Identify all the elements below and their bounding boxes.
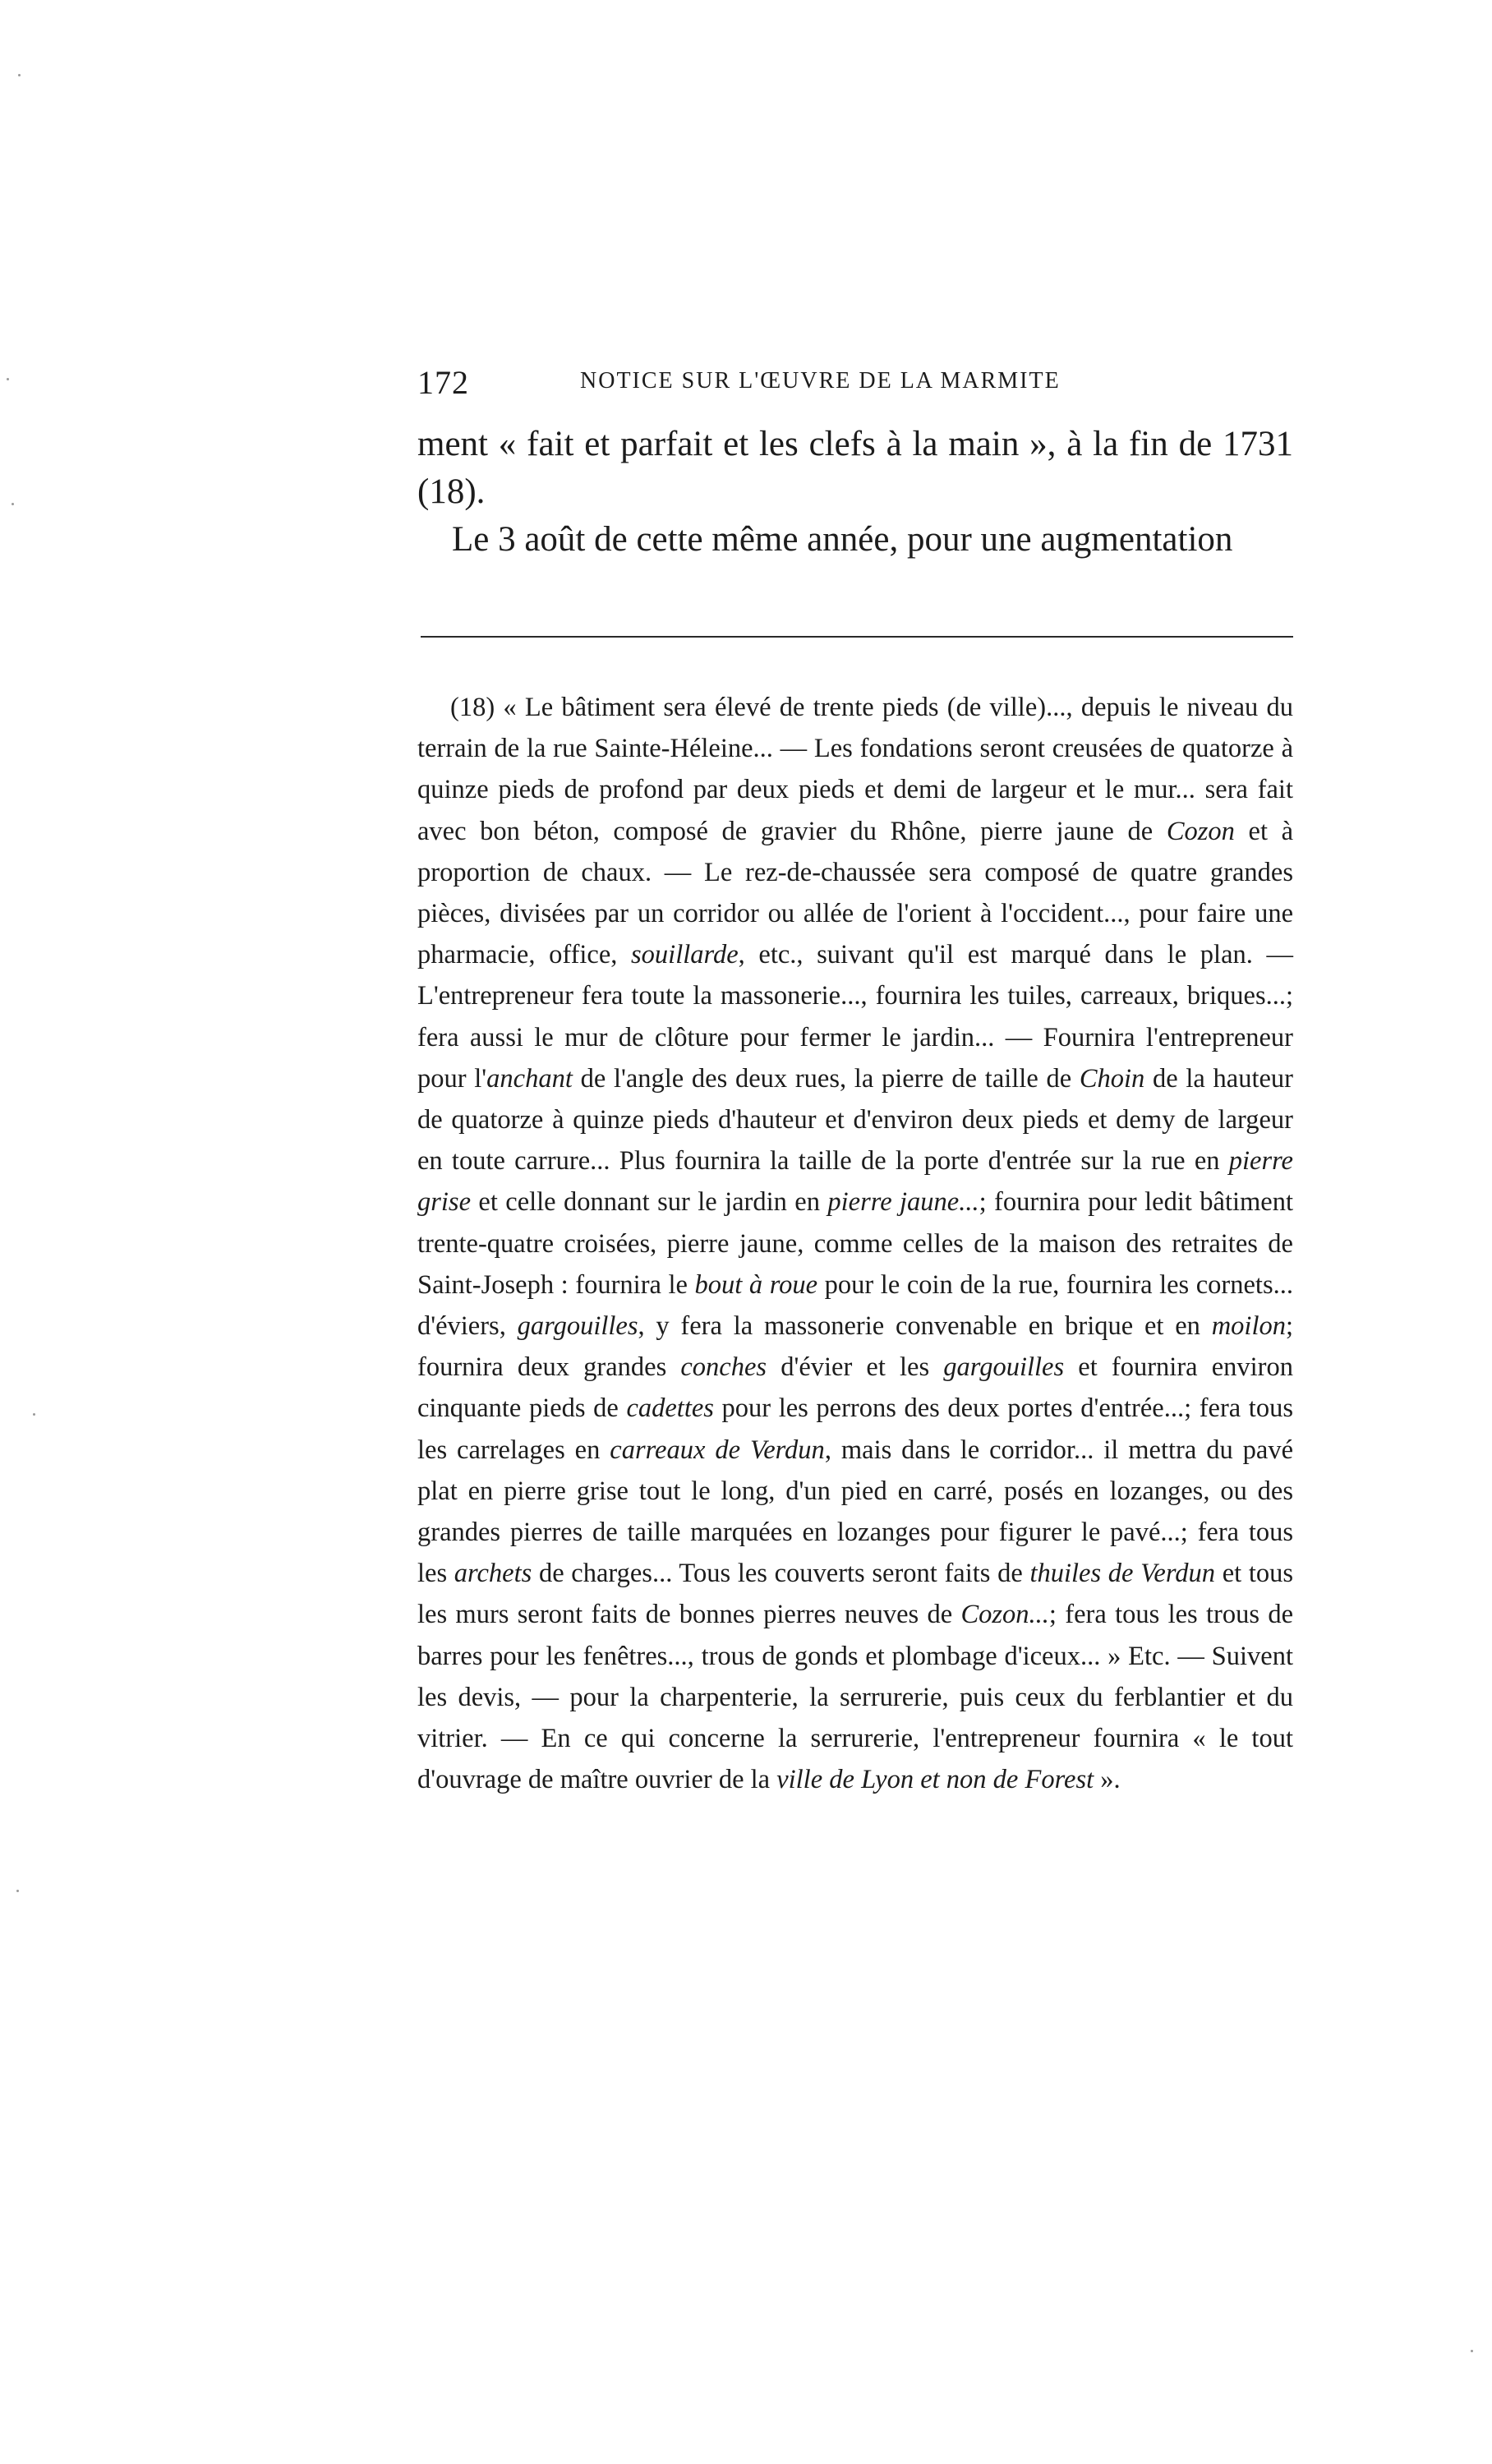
footnote-text: de l'angle des deux rues, la pierre de taille de bbox=[572, 1063, 1080, 1094]
footnote-text: et celle donnant sur le jardin en bbox=[471, 1187, 828, 1218]
footnote-18 bbox=[417, 687, 1293, 1800]
footnote-italic: cadettes bbox=[626, 1393, 714, 1424]
footnote-separator bbox=[421, 636, 1293, 638]
footnote-italic: Cozon bbox=[1166, 816, 1235, 846]
footnote-text: pour les perrons des deux portes d'entrée...; fera tous les carrelages en bbox=[417, 1393, 1293, 1465]
page-number: 172 bbox=[417, 364, 469, 401]
footnote-text: et à proportion de chaux. — Le rez-de-chaussée sera composé de quatre grandes pièces, divisées par un corridor ou allée de l'orient à l'occident..., pour faire une pharmacie, office, bbox=[417, 816, 1293, 970]
footnote-text: et fournira environ cinquante pieds de bbox=[417, 1352, 1293, 1424]
paper-speck bbox=[1471, 2350, 1473, 2352]
paper-speck bbox=[12, 503, 14, 505]
footnote-text: , etc., suivant qu'il est marqué dans le plan. — L'entrepreneur fera toute la massonerie..., fournira les tuiles, carreaux, briques...; fera aussi le mur de clôture pour fermer le jardin... — Fournira l'entrepreneur pour l' bbox=[417, 940, 1293, 1094]
footnote-text: , y fera la massonerie convenable en brique et en bbox=[638, 1311, 1212, 1342]
paper-speck bbox=[16, 1890, 19, 1892]
footnote-text: et tous les murs seront faits de bonnes pierres neuves de bbox=[417, 1559, 1293, 1630]
footnote-italic: carreaux de Verdun bbox=[610, 1435, 825, 1465]
footnote-text: (18) « Le bâtiment sera élevé de trente pieds (de ville)..., depuis le niveau du terrain de la rue Sainte-Héleine... — Les fondations seront creusées de quatorze à quinze pieds de profond par deux pieds et demi de largeur et le mur... sera fait avec bon béton, composé de gravier du Rhône, pierre jaune de bbox=[417, 693, 1293, 846]
footnote-italic: gargouilles bbox=[517, 1311, 638, 1342]
paper-speck bbox=[18, 74, 21, 76]
main-text bbox=[417, 421, 1293, 564]
footnote-text: , mais dans le corridor... il mettra du pavé plat en pierre grise tout le long, d'un pied en carré, posés en lozanges, ou des grandes pierres de taille marquées en lozanges pour figurer le pavé...; fera tous les bbox=[417, 1435, 1293, 1589]
footnote-italic: conches bbox=[680, 1352, 767, 1383]
footnote-italic: anchant bbox=[486, 1063, 573, 1094]
footnote-italic: archets bbox=[454, 1559, 532, 1589]
footnote-italic: pierre grise bbox=[417, 1146, 1293, 1218]
footnote-italic: Cozon... bbox=[960, 1600, 1049, 1630]
footnote-italic: souillarde bbox=[631, 940, 739, 970]
footnote-text: ; fera tous les trous de barres pour les fenêtres..., trous de gonds et plombage d'iceux... » Etc. — Suivent les devis, — pour la charpenterie, la serrurerie, puis ceux du ferblantier et du vitrier. — En ce qui concerne la serrurerie, l'entrepreneur fournira « le tout d'ouvrage de maître ouvrier de la bbox=[417, 1600, 1294, 1795]
paper-speck bbox=[33, 1413, 35, 1416]
footnote-italic: pierre jaune... bbox=[827, 1187, 979, 1218]
footnote-italic: gargouilles bbox=[943, 1352, 1065, 1383]
footnote-text: de la hauteur de quatorze à quinze pieds d'hauteur et d'environ deux pieds et demy de largeur en toute carrure... Plus fournira la taille de la porte d'entrée sur la rue en bbox=[417, 1063, 1293, 1177]
page-header bbox=[417, 363, 1293, 404]
paragraph: Le 3 août de cette même année, pour une augmentation bbox=[452, 520, 1233, 559]
footnote-text: pour le coin de la rue, fournira les cornets... d'éviers, bbox=[417, 1269, 1293, 1342]
footnote-italic: Choin bbox=[1079, 1063, 1145, 1094]
running-title: NOTICE SUR L'ŒUVRE DE LA MARMITE bbox=[580, 368, 1061, 394]
footnote-text: ; fournira deux grandes bbox=[417, 1311, 1293, 1383]
footnote-italic: bout à roue bbox=[694, 1269, 818, 1300]
footnote-italic: ville de Lyon et non de Forest bbox=[776, 1765, 1094, 1795]
footnote-text: d'évier et les bbox=[767, 1352, 944, 1383]
paragraph: ment « fait et parfait et les clefs à la main », à la fin de 1731 (18). bbox=[417, 425, 1293, 511]
footnote-italic: thuiles de Verdun bbox=[1029, 1559, 1216, 1589]
footnote-italic: moilon bbox=[1211, 1311, 1286, 1342]
paper-speck bbox=[7, 378, 9, 380]
footnote-text: ; fournira pour ledit bâtiment trente-quatre croisées, pierre jaune, comme celles de la maison des retraites de Saint-Joseph : fournira le bbox=[417, 1187, 1294, 1300]
footnote-text: de charges... Tous les couverts seront faits de bbox=[532, 1559, 1030, 1589]
footnote-text: ». bbox=[1094, 1765, 1121, 1795]
